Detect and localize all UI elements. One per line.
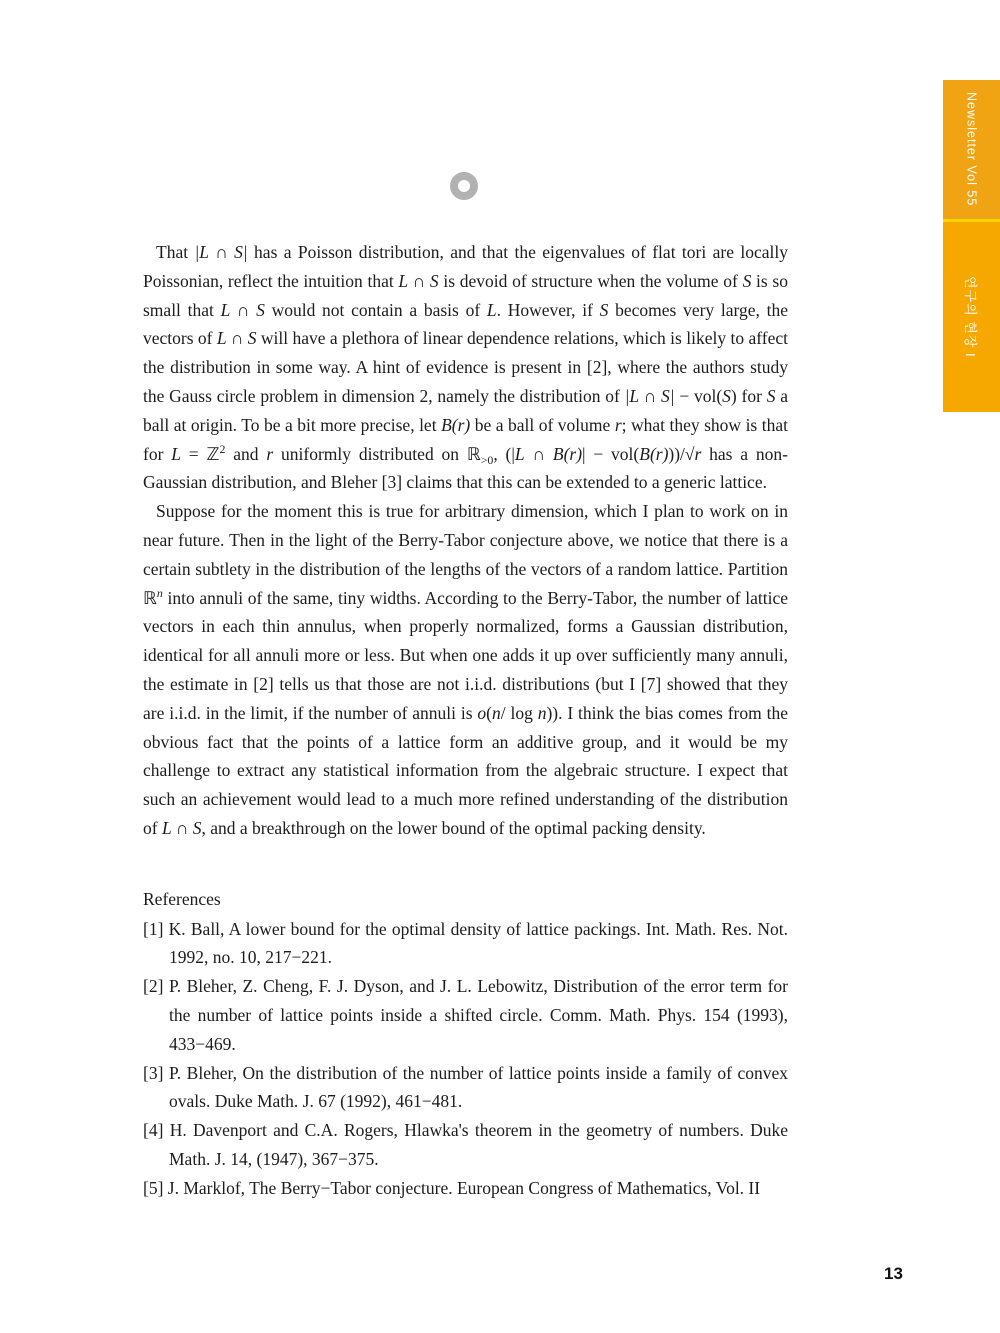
reference-item <box>143 1059 788 1117</box>
sidebar-tab-newsletter-label: Newsletter Vol 55 <box>964 92 979 207</box>
references-list <box>143 915 788 1203</box>
references-section <box>143 885 788 1203</box>
text-segment: |L ∩ S| <box>194 242 248 262</box>
text-segment: B(r) <box>552 443 583 464</box>
reference-text: P. Bleher, Z. Cheng, F. J. Dyson, and J. L. Lebowitz, Distribution of the error term for the number of lattice points inside a shifted circle. Comm. Math. Phys. 154 (1993), 433−469. <box>168 976 788 1054</box>
reference-item <box>143 972 788 1058</box>
text-segment: uniformly distributed on ℝ <box>273 443 481 464</box>
text-segment: S <box>722 385 731 406</box>
reference-item <box>143 1116 788 1174</box>
text-segment: r <box>266 443 274 464</box>
text-segment: becomes very large, the vectors of <box>143 299 789 349</box>
text-segment: is so small that <box>143 270 788 320</box>
text-segment: L ∩ S <box>216 328 257 349</box>
reference-label: [1] <box>143 918 169 939</box>
text-segment: ( <box>486 702 492 723</box>
text-segment: r <box>614 414 622 435</box>
page-number: 13 <box>884 1264 903 1283</box>
reference-text: J. Marklof, The Berry−Tabor conjecture. European Congress of Mathematics, Vol. II <box>167 1177 761 1198</box>
text-segment: is devoid of structure when the volume of <box>438 270 743 291</box>
text-segment: has a non-Gaussian distribution, and Bleher [3] claims that this can be extended to a generic lattice. <box>143 443 788 493</box>
text-segment: into annuli of the same, tiny widths. According to the Berry-Tabor, the number of lattice vectors in each thin annulus, when properly normalized, forms a Gaussian distribution, identical for all annuli more or less. But when one adds it up over sufficiently many annuli, the estimate in [2] tells us that those are not i.i.d. distributions (but I [7] showed that they are i.i.d. in the limit, if the number of annuli is <box>143 587 788 723</box>
sidebar-tab-section[interactable] <box>943 222 1000 412</box>
text-segment: / log <box>500 702 538 723</box>
text-segment: L <box>486 299 497 320</box>
reference-text: P. Bleher, On the distribution of the number of lattice points inside a family of convex ovals. Duke Math. J. 67 (1992), 461−481. <box>168 1062 788 1112</box>
text-segment: . However, if <box>496 299 600 320</box>
paragraph <box>143 238 788 497</box>
reference-label: [4] <box>143 1120 170 1141</box>
ring-decoration-icon <box>450 172 478 200</box>
text-segment: has a Poisson distribution, and that the eigenvalues of flat tori are locally Poissonian, reflect the intuition that <box>143 242 788 291</box>
text-segment: |L ∩ S| <box>624 385 675 406</box>
reference-label: [5] <box>143 1177 168 1198</box>
reference-text: H. Davenport and C.A. Rogers, Hlawka's theorem in the geometry of numbers. Duke Math. J. 14, (1947), 367−375. <box>169 1120 788 1169</box>
text-segment: 2 <box>219 441 226 456</box>
text-segment: S <box>766 385 776 406</box>
text-segment: − vol( <box>674 385 723 406</box>
text-segment: be a ball of volume <box>470 414 615 435</box>
text-segment: will have a plethora of linear dependence relations, which is likely to affect the distribution in some way. A hint of evidence is present in [2], where the authors study the Gauss circle problem in dimension 2, namely the distribution of <box>143 328 788 406</box>
text-segment: ) for <box>730 385 767 406</box>
text-segment: L <box>514 443 525 464</box>
text-segment: a ball at origin. To be a bit more precise, let <box>143 385 788 435</box>
text-segment: ∩ <box>524 443 553 464</box>
text-segment: L ∩ S <box>220 299 265 320</box>
text-segment: >0 <box>480 452 494 467</box>
text-segment: Suppose for the moment this is true for arbitrary dimension, which I plan to work on in near future. Then in the light of the Berry-Tabor conjecture above, we notice that there is a certain subtlety in the distribution of the lengths of the vectors of a random lattice. Partition ℝ <box>143 501 788 608</box>
text-segment: ; what they show is that for <box>143 414 788 464</box>
sidebar-tab-section-label: 연구의 현장 I <box>963 276 978 358</box>
text-segment: would not contain a basis of <box>264 299 487 320</box>
text-segment: )). I think the bias comes from the obvious fact that the points of a lattice form an additive group, and it would be my challenge to extract any statistical information from the algebraic structure. I expect that such an achievement would lead to a much more refined understanding of the distribution of <box>143 702 788 838</box>
text-segment: , (| <box>493 443 515 464</box>
text-segment: n <box>156 585 163 600</box>
text-segment: L <box>171 443 181 464</box>
text-segment: S <box>599 299 609 320</box>
sidebar-tab-newsletter[interactable] <box>943 80 1000 219</box>
reference-label: [2] <box>143 976 169 997</box>
text-segment: = ℤ <box>180 443 220 464</box>
text-segment: o <box>477 702 487 723</box>
reference-item <box>143 1174 788 1203</box>
references-title: References <box>143 888 221 909</box>
text-segment: L ∩ S <box>398 270 439 291</box>
text-segment: B(r) <box>441 414 471 435</box>
text-segment: and <box>225 443 267 464</box>
text-segment: ))/√ <box>668 443 695 464</box>
text-segment: L ∩ S <box>161 817 202 838</box>
paragraph <box>143 497 788 843</box>
text-segment: That <box>156 242 195 262</box>
text-segment: B(r) <box>639 443 669 464</box>
text-segment: , and a breakthrough on the lower bound of the optimal packing density. <box>201 817 706 838</box>
article-body <box>143 238 788 1203</box>
reference-label: [3] <box>143 1062 169 1083</box>
reference-item <box>143 915 788 973</box>
reference-text: K. Ball, A lower bound for the optimal density of lattice packings. Int. Math. Res. Not. 1992, no. 10, 217−221. <box>168 918 788 968</box>
text-segment: n <box>537 702 547 723</box>
text-segment: r <box>694 443 702 464</box>
text-segment: n <box>491 702 501 723</box>
paragraphs-container <box>143 238 788 843</box>
text-segment: S <box>742 270 752 291</box>
text-segment: | − vol( <box>582 443 640 464</box>
